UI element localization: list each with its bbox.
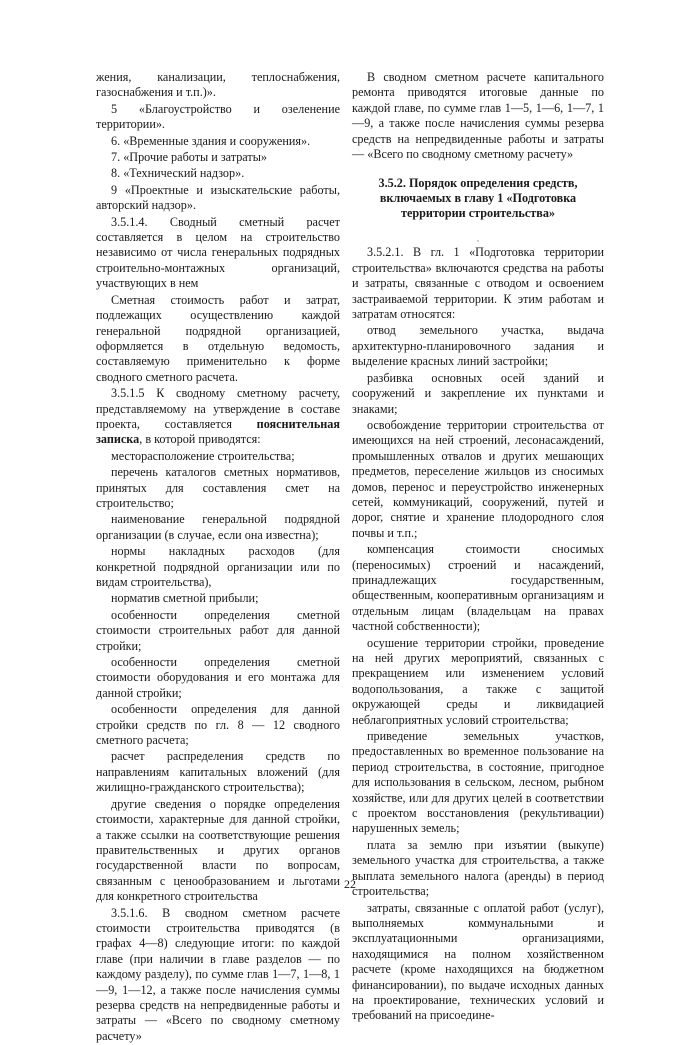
paragraph-text: , в которой приводятся: [139, 432, 261, 447]
right-paragraph: плата за землю при изъятии (выкупе) земельного участка для строительства, а также выплата земельного налога (аренды) в период строительства; [352, 837, 604, 899]
right-paragraph: осушение территории стройки, проведение на ней других мероприятий, связанных с прекращением или изменением условий водопользования, а также с защитой окружающей среды и ликвидацией неблагоприятных условий строительства; [352, 635, 604, 727]
left-paragraph: расчет распределения средств по направлениям капитальных вложений (для жилищно-гражданского строительства); [96, 749, 340, 795]
left-paragraph: 3.5.1.4. Сводный сметный расчет составляется в целом на строительство независимо от числа генеральных подрядных строительно-монтажных организаций, участвующих в нем [96, 214, 340, 291]
page-number: 22 [344, 877, 356, 891]
left-column [96, 70, 340, 1045]
section-heading: 3.5.2. Порядок определения средств, включаемых в главу 1 «Подготовка территории строительства» [378, 176, 578, 221]
right-paragraph: освобождение территории строительства от имеющихся на ней строений, лесонасаждений, промышленных отвалов и других мешающих предметов, переселение жильцов из сносимых домов, перенос и переустройство инженерных сетей, коммуникаций, сооружений, путей и дорог, снятие и хранение плодородного слоя почвы и т.п.; [352, 417, 604, 540]
paragraph-text: 3.5.1.5 К сводному сметному расчету, представляемому на утверждение в составе проекта, составляется [96, 386, 340, 431]
right-paragraph: приведение земельных участков, предоставленных во временное пользование на период строительства, в состояние, пригодное для использования в сельском, лесном, рыбном хозяйстве, или для других целей в соответствии с проектом восстановления (рекультивации) нарушенных земель; [352, 729, 604, 836]
right-paragraph-list [352, 245, 604, 1023]
left-paragraph: норматив сметной прибыли; [111, 591, 259, 606]
left-paragraph: 6. «Временные здания и сооружения». [111, 133, 311, 148]
left-paragraph: 3.5.1.6. В сводном сметном расчете стоимости строительства приводятся (в графах 4—8) следующие итоги: по каждой главе (при наличии в главе разделов — по каждому разделу), по сумме глав 1—7, 1—8, 1—9, 1—12, а также после начисления суммы резерва средств на непредвиденные работы и затраты — «Всего по сводному сметному расчету» [96, 905, 340, 1043]
left-paragraph: 8. «Технический надзор». [111, 166, 245, 181]
left-paragraph: месторасположение строительства; [111, 448, 295, 463]
left-paragraph: 9 «Проектные и изыскательские работы, авторский надзор». [96, 182, 340, 213]
left-paragraph: Сметная стоимость работ и затрат, подлежащих осуществлению каждой генеральной подрядной организацией, оформляется в отдельную ведомость, составляемую применительно к форме сводного сметного расчета. [96, 292, 340, 384]
left-paragraph: особенности определения сметной стоимости оборудования и его монтажа для данной стройки; [96, 655, 340, 700]
decorative-dot: · [476, 236, 480, 247]
right-paragraph: компенсация стоимости сносимых (переносимых) строений и насаждений, принадлежащих государственным, общественным, кооперативным организациям и отдельным лицам (владельцам на правах частной собственности); [352, 542, 604, 634]
right-paragraph: 3.5.2.1. В гл. 1 «Подготовка территории строительства» включаются средства на работы и затраты, связанные с отводом и освоением застраиваемой территории. К этим работам и затратам относятся: [352, 245, 604, 322]
left-paragraph: перечень каталогов сметных нормативов, принятых для составления смет на строительство; [96, 465, 340, 510]
right-paragraph: отвод земельного участка, выдача архитектурно-планировочного задания и выделение красных линий застройки; [352, 323, 604, 369]
left-paragraph [96, 386, 340, 448]
left-paragraph: особенности определения для данной стройки средств по гл. 8 — 12 сводного сметного расчета; [96, 702, 340, 748]
right-paragraph: затраты, связанные с оплатой работ (услуг), выполняемых коммунальными и эксплуатационными организациями, находящимися на полном хозяйственном расчете (кроме находящихся на бюджетном финансировании), по выдаче исходных данных на проектирование, технических условий и требований на присоедине- [352, 900, 604, 1023]
left-paragraph: 7. «Прочие работы и затраты» [111, 150, 268, 165]
right-top-paragraph: В сводном сметном расчете капитального ремонта приводятся итоговые данные по каждой главе, по сумме глав 1—5, 1—6, 1—7, 1—9, а также после начисления суммы резерва средств на непредвиденные работы и затраты — «Всего по сводному сметному расчету» [352, 70, 604, 162]
left-paragraph: особенности определения сметной стоимости строительных работ для данной стройки; [96, 607, 340, 653]
left-paragraph: жения, канализации, теплоснабжения, газоснабжения и т.п.)». [96, 70, 340, 100]
left-paragraph: нормы накладных расходов (для конкретной подрядной организации или по видам строительства), [96, 544, 340, 589]
left-paragraph: другие сведения о порядке определения стоимости, характерные для данной стройки, а также ссылки на соответствующие решения правительственных и других органов государственной власти по вопросам, связанным с ценообразованием и льготами для конкретного строительства [96, 796, 340, 904]
right-paragraph: разбивка основных осей зданий и сооружений и закрепление их пунктами и знаками; [352, 370, 604, 416]
left-paragraph: 5 «Благоустройство и озеленение территории». [96, 101, 340, 132]
bold-term: пояснительная записка [96, 416, 340, 447]
left-paragraph: наименование генеральной подрядной организации (в случае, если она известна); [96, 512, 340, 542]
